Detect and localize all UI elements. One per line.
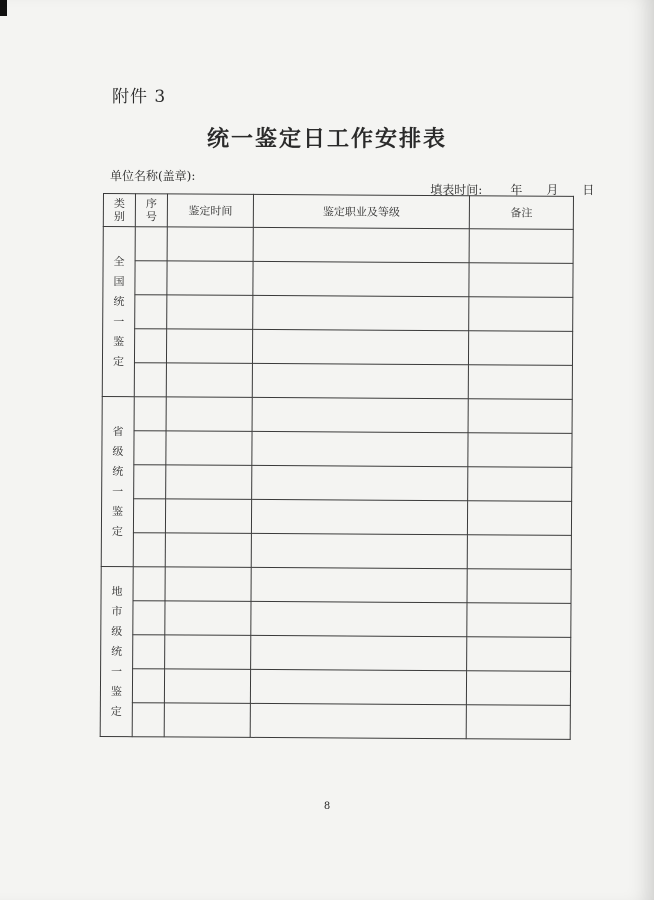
table-row: [100, 702, 570, 739]
category-char: 鉴: [112, 504, 124, 518]
table-header-row: [103, 194, 573, 230]
occupation-cell[interactable]: [251, 601, 467, 636]
time-cell[interactable]: [166, 329, 252, 364]
seq-cell[interactable]: [135, 261, 167, 295]
occupation-cell[interactable]: [250, 703, 466, 738]
table-row: [101, 566, 571, 603]
table-row: [101, 634, 571, 671]
scan-corner-mark: [0, 0, 7, 16]
remark-cell[interactable]: [468, 365, 572, 400]
occupation-cell[interactable]: [252, 431, 468, 466]
remark-cell[interactable]: [468, 433, 572, 468]
category-char: 鉴: [110, 684, 122, 698]
category-char: 定: [112, 354, 125, 368]
occupation-cell[interactable]: [252, 397, 468, 432]
header-time: 鉴定时间: [167, 194, 253, 228]
time-cell[interactable]: [164, 669, 250, 704]
time-cell[interactable]: [165, 533, 251, 568]
time-cell[interactable]: [167, 295, 253, 330]
remark-cell[interactable]: [469, 229, 573, 264]
table-row: [101, 600, 571, 637]
seq-cell[interactable]: [134, 363, 166, 397]
remark-cell[interactable]: [468, 331, 572, 366]
occupation-cell[interactable]: [251, 533, 467, 568]
remark-cell[interactable]: [468, 467, 572, 502]
category-char: 定: [111, 524, 123, 538]
remark-cell[interactable]: [469, 297, 573, 332]
header-occupation: 鉴定职业及等级: [253, 194, 469, 228]
category-char: 市: [111, 604, 123, 618]
category-char: 统: [113, 294, 125, 308]
time-cell[interactable]: [165, 635, 251, 670]
time-cell[interactable]: [165, 567, 251, 602]
seq-cell[interactable]: [133, 533, 165, 567]
category-char: 定: [110, 704, 122, 718]
table-row: [101, 532, 571, 569]
schedule-table: [100, 193, 574, 740]
remark-cell[interactable]: [467, 535, 571, 570]
seq-cell[interactable]: [133, 499, 165, 533]
occupation-cell[interactable]: [253, 295, 469, 330]
category-char: 鉴: [113, 334, 125, 348]
remark-cell[interactable]: [467, 569, 571, 604]
time-cell[interactable]: [166, 363, 252, 398]
time-cell[interactable]: [164, 703, 250, 738]
date-day-label: 日: [582, 183, 595, 197]
seq-cell[interactable]: [133, 567, 165, 601]
remark-cell[interactable]: [467, 637, 571, 672]
occupation-cell[interactable]: [251, 635, 467, 670]
category-char: 国: [113, 274, 125, 288]
seq-cell[interactable]: [134, 431, 166, 465]
date-year-label: 年: [510, 183, 523, 197]
table-row: [102, 329, 572, 366]
occupation-cell[interactable]: [251, 499, 467, 534]
time-cell[interactable]: [166, 465, 252, 500]
category-char: 统: [111, 644, 123, 658]
table-row: [101, 498, 571, 535]
occupation-cell[interactable]: [252, 363, 468, 398]
category-char: 一: [113, 314, 125, 328]
seq-cell[interactable]: [134, 397, 166, 431]
remark-cell[interactable]: [467, 603, 571, 638]
occupation-cell[interactable]: [250, 669, 466, 704]
time-cell[interactable]: [165, 601, 251, 636]
table-row: [102, 362, 572, 399]
occupation-cell[interactable]: [253, 227, 469, 262]
remark-cell[interactable]: [468, 399, 572, 434]
occupation-cell[interactable]: [252, 329, 468, 364]
category-char: 全: [113, 254, 125, 268]
table-row: [103, 295, 573, 332]
table-row: [102, 396, 572, 433]
attachment-label: 附件 3: [112, 87, 167, 107]
category-char: 级: [112, 444, 124, 458]
header-category: 类 别: [103, 194, 135, 227]
seq-cell[interactable]: [133, 601, 165, 635]
form-meta-row: [110, 167, 595, 197]
seq-cell[interactable]: [135, 227, 167, 261]
table-row: [103, 227, 573, 264]
fill-time-label: 填表时间:: [430, 183, 483, 197]
seq-cell[interactable]: [132, 703, 164, 737]
occupation-cell[interactable]: [251, 567, 467, 602]
occupation-cell[interactable]: [253, 261, 469, 296]
time-cell[interactable]: [165, 499, 251, 534]
category-char: 一: [112, 484, 124, 498]
remark-cell[interactable]: [466, 705, 570, 740]
category-char: 级: [111, 624, 123, 638]
table-row: [102, 430, 572, 467]
category-cell: [102, 227, 135, 397]
seq-cell[interactable]: [133, 635, 165, 669]
table-row: [103, 261, 573, 298]
occupation-cell[interactable]: [252, 465, 468, 500]
remark-cell[interactable]: [467, 501, 571, 536]
category-char: 一: [111, 664, 123, 678]
date-month-label: 月: [546, 183, 559, 197]
time-cell[interactable]: [167, 227, 253, 262]
page-number: 8: [323, 801, 331, 812]
category-char: 省: [112, 424, 124, 438]
header-seq: 序 号: [135, 194, 167, 227]
unit-name-label: 单位名称(盖章):: [110, 169, 196, 183]
category-cell: [100, 566, 133, 736]
seq-cell[interactable]: [134, 329, 166, 363]
remark-cell[interactable]: [469, 263, 573, 298]
table-row: [102, 464, 572, 501]
time-cell[interactable]: [166, 397, 252, 432]
table-row: [100, 668, 570, 705]
category-char: 地: [111, 584, 123, 598]
page-title: 统一鉴定日工作安排表: [206, 126, 447, 152]
category-cell: [101, 396, 134, 566]
seq-cell[interactable]: [132, 669, 164, 703]
time-cell[interactable]: [167, 261, 253, 296]
header-remark: 备注: [469, 196, 573, 230]
category-char: 统: [112, 464, 124, 478]
seq-cell[interactable]: [134, 465, 166, 499]
remark-cell[interactable]: [466, 671, 570, 706]
time-cell[interactable]: [166, 431, 252, 466]
seq-cell[interactable]: [135, 295, 167, 329]
